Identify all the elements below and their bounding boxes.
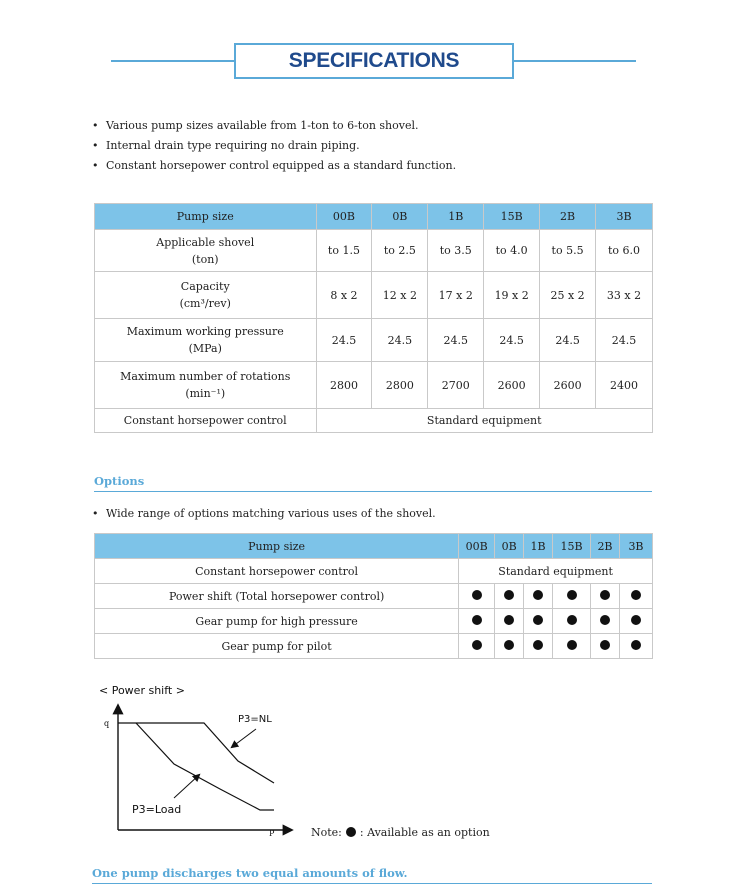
options-size-header: 3B — [619, 534, 652, 559]
table-cell: 24.5 — [596, 319, 653, 362]
row-label: Applicable shovel (ton) — [95, 230, 317, 272]
table-cell: 2700 — [428, 362, 484, 409]
table-cell — [591, 634, 620, 659]
row-label: Capacity (cm³/rev) — [95, 272, 317, 319]
table-cell — [619, 634, 652, 659]
table-cell: to 4.0 — [484, 230, 540, 272]
spec-size-header: 0B — [372, 204, 428, 230]
intro-bullet-list — [92, 117, 456, 177]
options-bullet-list — [92, 505, 436, 525]
list-item: • Constant horsepower control equipped as a standard function. — [92, 157, 456, 177]
table-cell — [459, 634, 495, 659]
available-dot-icon — [600, 590, 610, 600]
options-table — [94, 533, 653, 659]
table-cell — [619, 584, 652, 609]
spec-table — [94, 203, 653, 433]
table-cell: 2800 — [316, 362, 372, 409]
options-size-header: 1B — [524, 534, 553, 559]
table-cell: 2800 — [372, 362, 428, 409]
table-cell — [459, 609, 495, 634]
row-label: Constant horsepower control — [95, 409, 317, 433]
row-label: Gear pump for high pressure — [95, 609, 459, 634]
table-row — [95, 272, 653, 319]
table-row — [95, 319, 653, 362]
table-cell — [524, 634, 553, 659]
spec-size-header: 00B — [316, 204, 372, 230]
table-cell — [524, 584, 553, 609]
table-cell: 24.5 — [484, 319, 540, 362]
x-axis-label: P — [269, 829, 275, 838]
table-cell — [553, 634, 591, 659]
list-item: • Various pump sizes available from 1-ton to 6-ton shovel. — [92, 117, 456, 137]
table-cell — [619, 609, 652, 634]
table-cell: to 6.0 — [596, 230, 653, 272]
available-dot-icon — [567, 640, 577, 650]
table-cell — [591, 584, 620, 609]
row-label: Gear pump for pilot — [95, 634, 459, 659]
table-cell — [553, 584, 591, 609]
available-dot-icon — [472, 590, 482, 600]
available-dot-icon — [504, 590, 514, 600]
curve-top-label: P3=NL — [238, 714, 272, 725]
available-dot-icon — [631, 640, 641, 650]
table-cell — [591, 609, 620, 634]
options-size-header: 15B — [553, 534, 591, 559]
table-cell: to 5.5 — [540, 230, 596, 272]
table-cell: Standard equipment — [459, 559, 653, 584]
available-dot-icon — [533, 590, 543, 600]
table-cell: 2600 — [540, 362, 596, 409]
table-cell — [495, 584, 524, 609]
y-axis-label: q — [104, 719, 110, 728]
options-header-row — [95, 534, 653, 559]
table-cell — [524, 609, 553, 634]
row-label: Maximum number of rotations (min⁻¹) — [95, 362, 317, 409]
available-dot-icon — [567, 590, 577, 600]
page-title-box — [234, 43, 514, 79]
spec-size-header: 2B — [540, 204, 596, 230]
curve-no-load — [118, 723, 274, 783]
note-suffix: : Available as an option — [359, 826, 490, 839]
options-header-label: Pump size — [95, 534, 459, 559]
table-cell: to 1.5 — [316, 230, 372, 272]
table-cell: 8 x 2 — [316, 272, 372, 319]
table-cell — [553, 609, 591, 634]
spec-header-label: Pump size — [95, 204, 317, 230]
spec-size-header: 15B — [484, 204, 540, 230]
available-dot-icon — [567, 615, 577, 625]
available-dot-icon — [631, 615, 641, 625]
footer-heading: One pump discharges two equal amounts of flow. — [92, 866, 652, 884]
power-shift-diagram — [96, 680, 306, 840]
curve-top-pointer — [232, 729, 256, 747]
table-row — [95, 362, 653, 409]
table-cell — [495, 609, 524, 634]
spec-header-row — [95, 204, 653, 230]
available-dot-icon — [631, 590, 641, 600]
table-cell: 24.5 — [428, 319, 484, 362]
table-cell: Standard equipment — [316, 409, 653, 433]
table-cell: to 3.5 — [428, 230, 484, 272]
available-dot-icon — [504, 640, 514, 650]
page-title: SPECIFICATIONS — [288, 49, 460, 72]
table-row — [95, 409, 653, 433]
available-dot-icon — [533, 615, 543, 625]
table-row — [95, 230, 653, 272]
table-cell — [495, 634, 524, 659]
title-rule-right — [510, 60, 636, 62]
table-cell: 17 x 2 — [428, 272, 484, 319]
table-cell: 33 x 2 — [596, 272, 653, 319]
available-dot-icon — [533, 640, 543, 650]
row-label: Power shift (Total horsepower control) — [95, 584, 459, 609]
table-cell: 2600 — [484, 362, 540, 409]
list-item: • Wide range of options matching various uses of the shovel. — [92, 505, 436, 525]
table-row — [95, 559, 653, 584]
available-dot-icon — [504, 615, 514, 625]
options-size-header: 0B — [495, 534, 524, 559]
available-dot-icon — [600, 640, 610, 650]
row-label: Constant horsepower control — [95, 559, 459, 584]
curve-load — [136, 723, 274, 810]
available-dot-icon — [600, 615, 610, 625]
table-row — [95, 634, 653, 659]
options-heading: Options — [94, 474, 652, 492]
curve-bottom-label: P3=Load — [132, 803, 182, 816]
spec-size-header: 3B — [596, 204, 653, 230]
table-cell: to 2.5 — [372, 230, 428, 272]
note-prefix: Note: — [311, 826, 342, 839]
table-cell: 24.5 — [372, 319, 428, 362]
note — [311, 826, 490, 839]
table-cell: 24.5 — [316, 319, 372, 362]
table-cell: 12 x 2 — [372, 272, 428, 319]
table-cell — [459, 584, 495, 609]
options-size-header: 2B — [591, 534, 620, 559]
options-size-header: 00B — [459, 534, 495, 559]
curve-bottom-pointer — [174, 775, 199, 798]
spec-size-header: 1B — [428, 204, 484, 230]
table-cell: 25 x 2 — [540, 272, 596, 319]
list-item: • Internal drain type requiring no drain piping. — [92, 137, 456, 157]
available-dot-icon — [472, 615, 482, 625]
title-rule-left — [111, 60, 235, 62]
table-cell: 2400 — [596, 362, 653, 409]
diagram-caption: < Power shift > — [99, 684, 185, 697]
table-cell: 24.5 — [540, 319, 596, 362]
row-label: Maximum working pressure (MPa) — [95, 319, 317, 362]
table-row — [95, 584, 653, 609]
available-dot-icon — [472, 640, 482, 650]
table-row — [95, 609, 653, 634]
table-cell: 19 x 2 — [484, 272, 540, 319]
available-dot-icon — [346, 827, 356, 837]
